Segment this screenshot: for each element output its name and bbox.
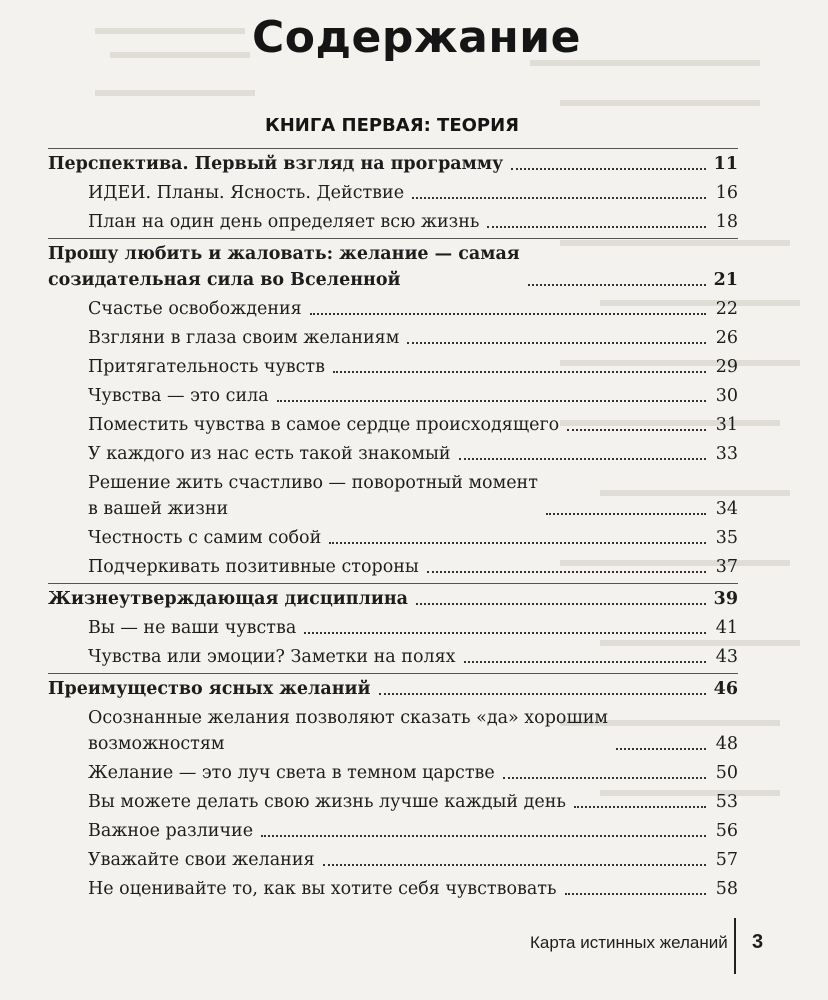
book-heading: КНИГА ПЕРВАЯ: ТЕОРИЯ xyxy=(265,115,520,136)
toc-entry[interactable]: У каждого из нас есть такой знакомый 33 xyxy=(88,444,738,464)
toc-entry[interactable]: Счастье освобождения 22 xyxy=(88,299,738,319)
toc-chapter[interactable]: Перспектива. Первый взгляд на программу 11 xyxy=(48,148,738,180)
toc-entry[interactable]: План на один день определяет всю жизнь 18 xyxy=(88,212,738,232)
toc-entry[interactable]: Желание — это луч света в темном царстве 50 xyxy=(88,763,738,783)
toc-entry[interactable]: Уважайте свои желания 57 xyxy=(88,850,738,870)
toc-entry[interactable]: Чувства — это сила 30 xyxy=(88,386,738,406)
toc-entry[interactable]: Подчеркивать позитивные стороны 37 xyxy=(88,557,738,577)
toc-entry[interactable]: Вы — не ваши чувства 41 xyxy=(88,618,738,638)
toc-entry[interactable]: Чувства или эмоции? Заметки на полях 43 xyxy=(88,647,738,667)
table-of-contents xyxy=(48,148,738,905)
page-number: 3 xyxy=(752,931,764,953)
toc-entry[interactable]: Поместить чувства в самое сердце происходящего 31 xyxy=(88,415,738,435)
toc-entry[interactable]: Не оценивайте то, как вы хотите себя чувствовать 58 xyxy=(88,879,738,899)
toc-chapter[interactable]: Прошу любить и жаловать: желание — самая созидательная сила во Вселенной 21 xyxy=(48,244,738,290)
toc-entry[interactable]: Важное различие 56 xyxy=(88,821,738,841)
footer-divider xyxy=(734,918,736,974)
footer-book-title: Карта истинных желаний xyxy=(530,933,728,952)
toc-chapter[interactable]: Жизнеутверждающая дисциплина 39 xyxy=(48,589,738,609)
toc-entry[interactable]: Взгляни в глаза своим желаниям 26 xyxy=(88,328,738,348)
toc-entry[interactable]: Осознанные желания позволяют сказать «да» хорошим возможностям 48 xyxy=(88,708,738,754)
toc-entry[interactable]: Решение жить счастливо — поворотный момент в вашей жизни 34 xyxy=(88,473,738,519)
toc-chapter[interactable]: Преимущество ясных желаний 46 xyxy=(48,679,738,699)
toc-entry[interactable]: Честность с самим собой 35 xyxy=(88,528,738,548)
toc-entry[interactable]: Притягательность чувств 29 xyxy=(88,357,738,377)
page-title: Содержание xyxy=(252,12,581,63)
toc-entry[interactable]: Вы можете делать свою жизнь лучше каждый день 53 xyxy=(88,792,738,812)
toc-entry[interactable]: ИДЕИ. Планы. Ясность. Действие 16 xyxy=(88,183,738,203)
